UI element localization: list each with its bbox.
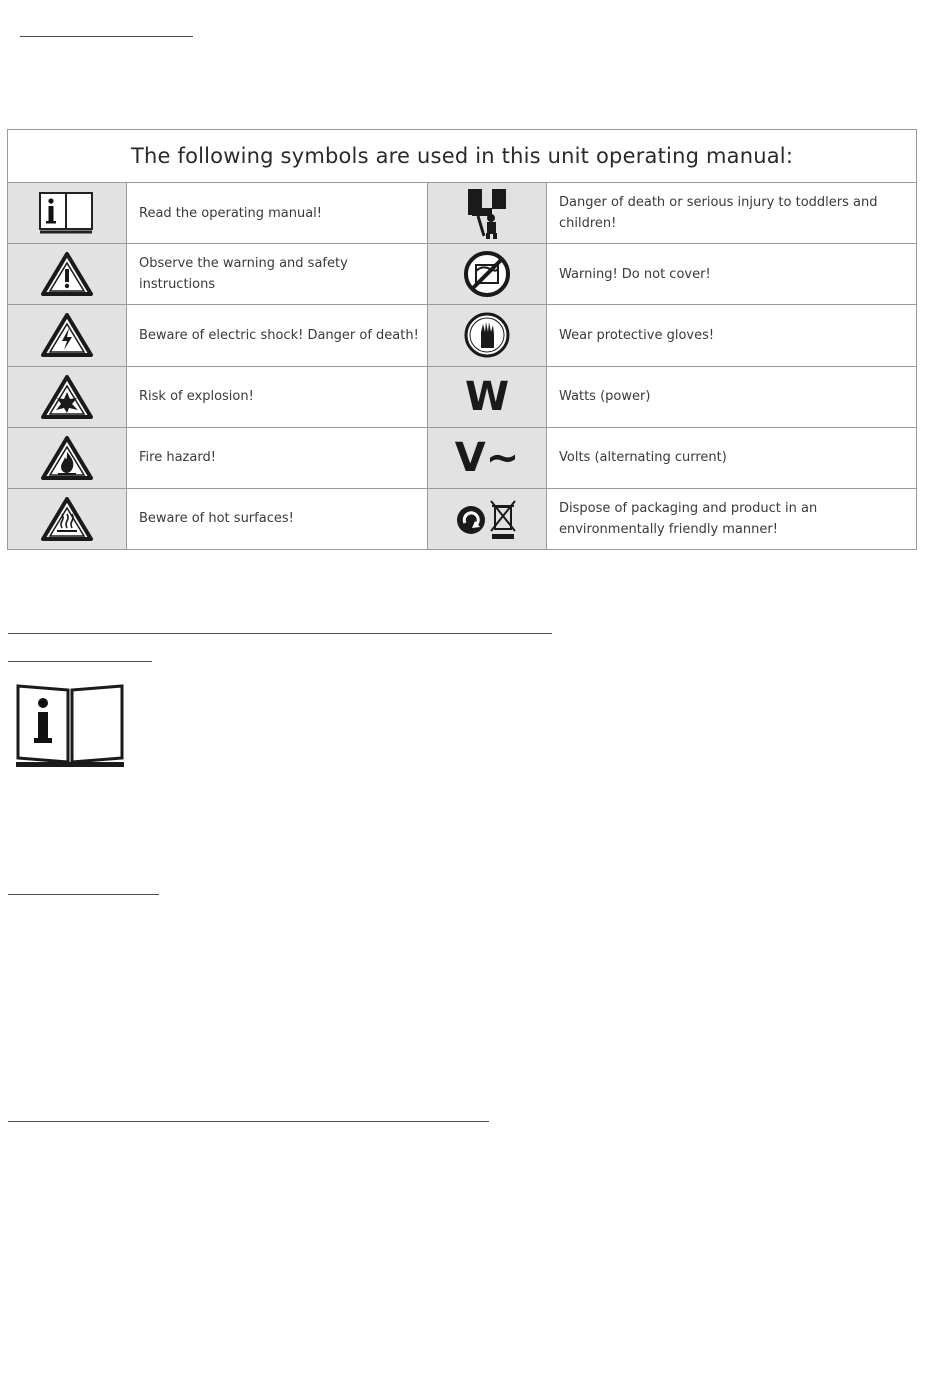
do-not-cover-icon <box>462 249 512 299</box>
explosion-icon <box>40 374 94 420</box>
symbol-description: Danger of death or serious injury to toddlers and children! <box>547 183 917 244</box>
table-row <box>8 305 917 366</box>
child-danger-icon <box>464 186 510 240</box>
section-rule <box>8 1121 489 1122</box>
table-row <box>8 488 917 549</box>
section-rule <box>8 661 152 662</box>
warning-triangle-icon <box>40 251 94 297</box>
table-row <box>8 183 917 244</box>
symbol-description: Read the operating manual! <box>127 183 428 244</box>
protective-gloves-icon <box>462 310 512 360</box>
symbol-description: Beware of hot surfaces! <box>127 488 428 549</box>
read-manual-icon <box>38 190 96 236</box>
symbol-description: Fire hazard! <box>127 427 428 488</box>
symbol-description: Watts (power) <box>547 366 917 427</box>
info-book-icon <box>14 682 126 770</box>
top-rule <box>20 36 193 37</box>
symbol-description: Beware of electric shock! Danger of death! <box>127 305 428 366</box>
symbol-description: Risk of explosion! <box>127 366 428 427</box>
table-row <box>8 427 917 488</box>
hot-surface-icon <box>40 496 94 542</box>
section-rule <box>8 894 159 895</box>
symbol-table <box>7 129 917 550</box>
electric-shock-icon <box>40 312 94 358</box>
section-rule <box>8 633 552 634</box>
fire-hazard-icon <box>40 435 94 481</box>
table-title: The following symbols are used in this unit operating manual: <box>8 130 917 183</box>
recycle-dispose-icon <box>454 497 520 541</box>
symbol-description: Observe the warning and safety instructions <box>127 244 428 305</box>
symbol-description: Volts (alternating current) <box>547 427 917 488</box>
symbol-description: Warning! Do not cover! <box>547 244 917 305</box>
table-row <box>8 244 917 305</box>
symbol-description: Wear protective gloves! <box>547 305 917 366</box>
symbol-description: Dispose of packaging and product in an environmentally friendly manner! <box>547 488 917 549</box>
table-row <box>8 366 917 427</box>
watts-icon: W <box>464 373 510 420</box>
volts-ac-icon: V~ <box>454 434 520 481</box>
